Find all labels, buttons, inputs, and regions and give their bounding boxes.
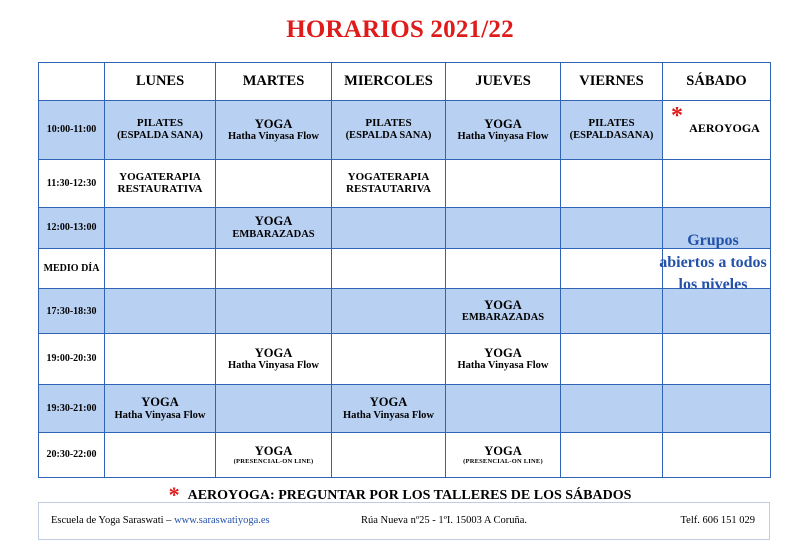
empty-cell [216, 289, 332, 334]
class-name: YOGA [254, 116, 293, 131]
class-name: PILATES [365, 117, 412, 130]
class-cell [332, 159, 446, 207]
class-detail: (PRESENCIAL-ON LINE) [463, 458, 543, 466]
footer [38, 502, 770, 540]
footer-school [51, 515, 270, 526]
class-cell [332, 385, 446, 433]
class-name: YOGA [254, 214, 293, 229]
groups-open-note: Grupos abiertos a todos los niveles [659, 232, 767, 294]
class-cell [216, 334, 332, 385]
class-cell-aeroyoga [663, 100, 771, 159]
class-cell [446, 433, 561, 478]
empty-cell [332, 289, 446, 334]
time-cell: MEDIO DÍA [39, 248, 105, 289]
empty-cell [446, 207, 561, 248]
class-name: YOGA [141, 395, 179, 410]
empty-cell [561, 207, 663, 248]
time-cell: 11:30-12:30 [39, 159, 105, 207]
class-detail: EMBARAZADAS [232, 228, 315, 240]
class-cell [105, 100, 216, 159]
table-row [39, 100, 771, 159]
header-row [39, 63, 771, 101]
day-header-miercoles: MIERCOLES [332, 63, 446, 101]
class-detail: EMBARAZADAS [461, 312, 545, 324]
class-name: YOGA [484, 116, 522, 131]
empty-cell [561, 334, 663, 385]
class-detail: RESTAURATIVA [117, 183, 203, 196]
time-cell: 17:30-18:30 [39, 289, 105, 334]
class-cell [105, 159, 216, 207]
class-detail: RESTAUTARIVA [346, 183, 431, 196]
class-name: YOGA [369, 395, 408, 410]
empty-cell [216, 248, 332, 289]
class-name: PILATES [588, 117, 635, 130]
class-name: YOGA [254, 345, 293, 360]
asterisk-icon: * [168, 482, 180, 507]
table-row [39, 385, 771, 433]
class-cell [561, 100, 663, 159]
empty-cell [446, 385, 561, 433]
empty-cell [105, 289, 216, 334]
empty-cell [105, 334, 216, 385]
class-cell [446, 289, 561, 334]
corner-cell [39, 63, 105, 101]
time-cell: 12:00-13:00 [39, 207, 105, 248]
empty-cell [105, 207, 216, 248]
day-header-jueves: JUEVES [446, 63, 561, 101]
class-detail: Hatha Vinyasa Flow [457, 130, 549, 142]
class-detail: (ESPALDA SANA) [345, 130, 432, 142]
day-header-lunes: LUNES [105, 63, 216, 101]
website-link[interactable]: www.saraswatiyoga.es [174, 515, 270, 526]
class-detail: (ESPALDASANA) [569, 130, 654, 142]
empty-cell [561, 248, 663, 289]
time-cell: 19:30-21:00 [39, 385, 105, 433]
class-cell [446, 100, 561, 159]
asterisk-icon: * [671, 102, 683, 129]
empty-cell [332, 433, 446, 478]
class-cell [216, 207, 332, 248]
class-cell [216, 433, 332, 478]
footer-phone: Telf. 606 151 029 [680, 515, 755, 526]
empty-cell [332, 248, 446, 289]
class-name: PILATES [136, 117, 184, 130]
empty-cell [332, 207, 446, 248]
time-cell: 19:00-20:30 [39, 334, 105, 385]
empty-cell [561, 433, 663, 478]
class-name: YOGA [484, 298, 522, 313]
class-detail: Hatha Vinyasa Flow [342, 409, 434, 421]
empty-cell [105, 433, 216, 478]
class-name: YOGATERAPIA [119, 170, 201, 183]
aeroyoga-note-text: AEROYOGA: PREGUNTAR POR LOS TALLERES DE LOS SÁBADOS [187, 488, 632, 503]
class-detail: Hatha Vinyasa Flow [227, 130, 319, 142]
day-header-viernes: VIERNES [561, 63, 663, 101]
class-detail: Hatha Vinyasa Flow [457, 360, 549, 372]
class-name: YOGATERAPIA [347, 170, 430, 183]
class-detail: Hatha Vinyasa Flow [227, 360, 319, 372]
class-name: YOGA [484, 444, 522, 459]
class-name: AEROYOGA [689, 120, 760, 135]
empty-cell [663, 433, 771, 478]
empty-cell [105, 248, 216, 289]
time-cell: 20:30-22:00 [39, 433, 105, 478]
class-cell [216, 100, 332, 159]
table-row [39, 334, 771, 385]
empty-cell [446, 248, 561, 289]
day-header-sabado: SÁBADO [663, 63, 771, 101]
empty-cell [446, 159, 561, 207]
empty-cell [216, 385, 332, 433]
class-detail: (PRESENCIAL-ON LINE) [233, 458, 314, 466]
empty-cell [663, 159, 771, 207]
footer-address: Rúa Nueva nº25 - 1ºI. 15003 A Coruña. [361, 515, 528, 526]
empty-cell [561, 159, 663, 207]
empty-cell [216, 159, 332, 207]
school-name: Escuela de Yoga Saraswati – [51, 515, 175, 526]
class-detail: (ESPALDA SANA) [117, 130, 203, 142]
empty-cell [561, 385, 663, 433]
empty-cell [663, 385, 771, 433]
class-name: YOGA [254, 444, 293, 459]
class-cell [332, 100, 446, 159]
empty-cell [332, 334, 446, 385]
class-cell [446, 334, 561, 385]
class-name: YOGA [484, 345, 522, 360]
table-row [39, 433, 771, 478]
day-header-martes: MARTES [216, 63, 332, 101]
time-cell: 10:00-11:00 [39, 100, 105, 159]
empty-cell [561, 289, 663, 334]
class-detail: Hatha Vinyasa Flow [114, 409, 206, 421]
table-row [39, 159, 771, 207]
class-cell [105, 385, 216, 433]
empty-cell [663, 334, 771, 385]
page-title: HORARIOS 2021/22 [286, 16, 514, 43]
